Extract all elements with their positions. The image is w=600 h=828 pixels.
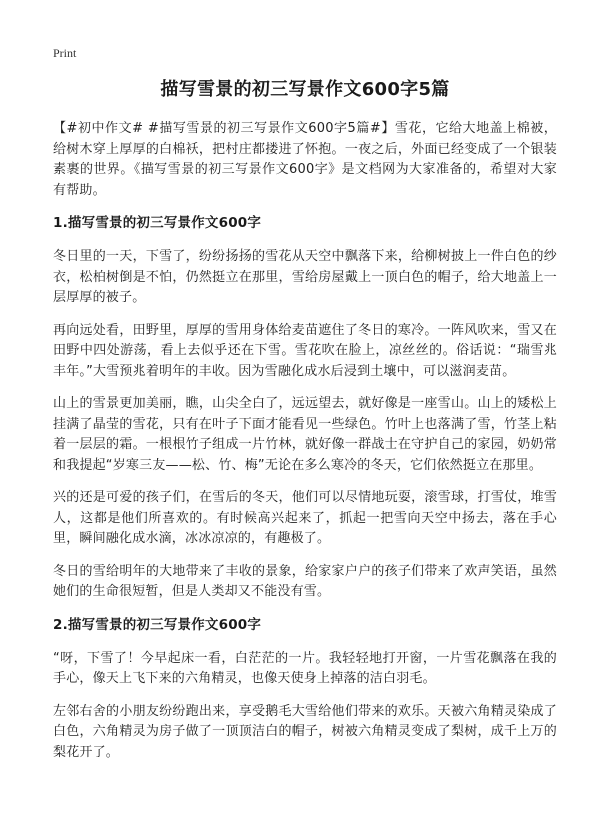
section-1-paragraph-5: 冬日的雪给明年的大地带来了丰收的景象，给家家户户的孩子们带来了欢声笑语，虽然她们的生命很短暂，但是人类却又不能没有雪。 [53,563,557,599]
section-1-paragraph-2: 再向远处看，田野里，厚厚的雪用身体给麦苗遮住了冬日的寒冷。一阵风吹来，雪又在田野中四处游荡，看上去似乎还在下雪。雪花吹在脸上，凉丝丝的。俗话说：“瑞雪兆丰年。”大雪预兆着明年的丰收。因为雪融化成水后浸到土壤中，可以滋润麦苗。 [53,322,557,379]
section-1-paragraph-1: 冬日里的一天，下雪了，纷纷扬扬的雪花从天空中飘落下来，给柳树披上一件白色的纱衣，松柏树倒是不怕，仍然挺立在那里，雪给房屋戴上一顶白色的帽子，给大地盖上一层厚厚的被子。 [53,249,557,305]
intro-paragraph: 【#初中作文# #描写雪景的初三写景作文600字5篇#】雪花，它给大地盖上棉被，给树木穿上厚厚的白棉袄，把村庄都搂进了怀抱。一夜之后，外面已经变成了一个银装素裹的世界。《描写雪景的初三写景作文600字》是文档网为大家准备的，希望对大家有帮助。 [53,121,557,198]
section-1-paragraph-4: 兴的还是可爱的孩子们，在雪后的冬天，他们可以尽情地玩耍，滚雪球，打雪仗，堆雪人，这都是他们所喜欢的。有时候高兴起来了，抓起一把雪向天空中扬去，落在手心里，瞬间融化成水滴，冰冰凉凉的，有趣极了。 [53,490,557,546]
section-1-paragraph-3: 山上的雪景更加美丽，瞧，山尖全白了，远远望去，就好像是一座雪山。山上的矮松上挂满了晶莹的雪花，只有在叶子下面才能看见一些绿色。竹叶上也落满了雪，竹茎上粘着一层层的霜。一根根竹子组成一片竹林，就好像一群战士在守护自己的家园，奶奶常和我提起“岁寒三友——松、竹、梅”无论在多么寒冷的冬天，它们依然挺立在那里。 [53,396,557,473]
section-2-paragraph-1: “呀，下雪了！今早起床一看，白茫茫的一片。我轻轻地打开窗，一片雪花飘落在我的手心，像天上飞下来的六角精灵，也像天使身上掉落的洁白羽毛。 [53,650,557,686]
section-heading-2: 2.描写雪景的初三写景作文600字 [53,616,262,633]
page-title: 描写雪景的初三写景作文600字5篇 [160,79,450,100]
section-2-paragraph-2: 左邻右舍的小朋友纷纷跑出来，享受鹅毛大雪给他们带来的欢乐。天被六角精灵染成了白色，六角精灵为房子做了一顶顶洁白的帽子，树被六角精灵变成了梨树，成千上万的梨花开了。 [53,703,557,760]
article-body [53,119,557,775]
section-heading-1: 1.描写雪景的初三写景作文600字 [53,215,262,231]
print-link[interactable]: Print [53,46,77,60]
